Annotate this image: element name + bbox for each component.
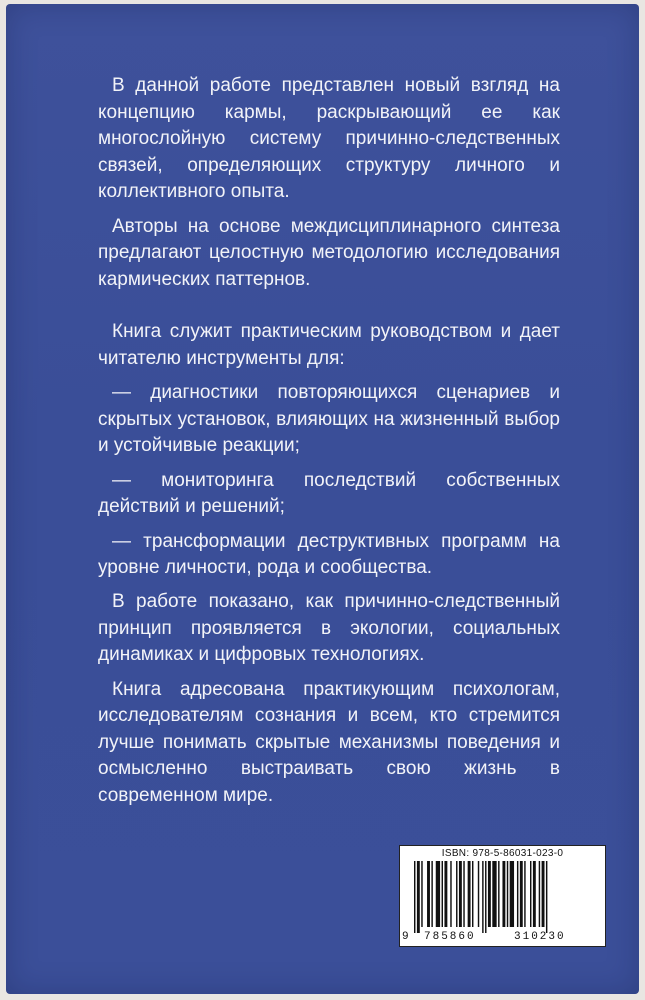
barcode-digits-left: 785860 [424,931,476,943]
barcode-bar [530,861,531,927]
barcode-bar [468,861,471,927]
barcode-bar [542,861,545,927]
annotation-block-2 [98,319,560,582]
barcode-bar [482,861,483,933]
barcode-bars [414,861,594,933]
list-item: — мониторинга последствий собственных действий и решений; [98,469,560,517]
barcode-bar [488,861,491,927]
annotation-paragraph: В данной работе представлен новый взгляд на концепцию кармы, раскрывающий ее как многослойную систему причинно-следственных связей, определяющих структуру личного и коллективного опыта. [98,75,560,202]
barcode-bar [485,861,486,933]
barcode-bar [478,861,479,927]
annotation-paragraph: Авторы на основе междисциплинарного синтеза предлагают целостную методологию исследования кармических паттернов. [98,215,560,290]
barcode-bar [456,861,457,927]
barcode-bar [431,861,432,927]
barcode-bar [436,861,440,927]
barcode-bar [444,861,447,927]
list-item: — диагностики повторяющихся сценариев и скрытых установок, влияющих на жизненный выбор и устойчивые реакции; [98,382,560,456]
barcode-bar [510,861,514,927]
barcode-bar [427,861,430,927]
barcode-bar [414,861,415,933]
annotation-block-1 [98,73,560,293]
barcode-bar [421,861,422,927]
barcode-bar [492,861,496,927]
barcode-bar [442,861,443,927]
barcode-bar [463,861,464,927]
isbn-barcode [399,845,606,947]
barcode-bar [539,861,540,927]
isbn-label: ISBN: 978-5-86031-023-0 [441,848,564,859]
barcode-bar [502,861,505,927]
barcode-bar [517,861,518,927]
barcode-bar [417,861,420,933]
annotation-paragraph: В работе показано, как причинно-следственный принцип проявляется в экологии, социальных динамиках и цифровых технологиях. [98,591,560,665]
annotation-paragraph: Книга адресована практикующим психологам, исследователям сознания и всем, кто стремится лучше понимать скрытые механизмы поведения и осмысленно выстраивать свою жизнь в современном мире. [98,678,560,806]
barcode-bar [472,861,473,927]
barcode-digits-right: 310230 [514,931,566,943]
barcode-bar [520,861,523,927]
annotation-block-3 [98,589,560,809]
barcode-bar [507,861,508,927]
barcode-bar [459,861,462,927]
barcode-bar [546,861,547,933]
barcode-bar [533,861,536,927]
barcode-digit-lead: 9 [402,931,409,943]
barcode-bar [450,861,451,927]
barcode-bar [524,861,525,927]
annotation-paragraph: Книга служит практическим руководством и дает читателю инструменты для: [98,321,560,369]
barcode-bar [498,861,499,927]
list-item: — трансформации деструктивных программ на уровне личности, рода и сообщества. [98,530,560,578]
